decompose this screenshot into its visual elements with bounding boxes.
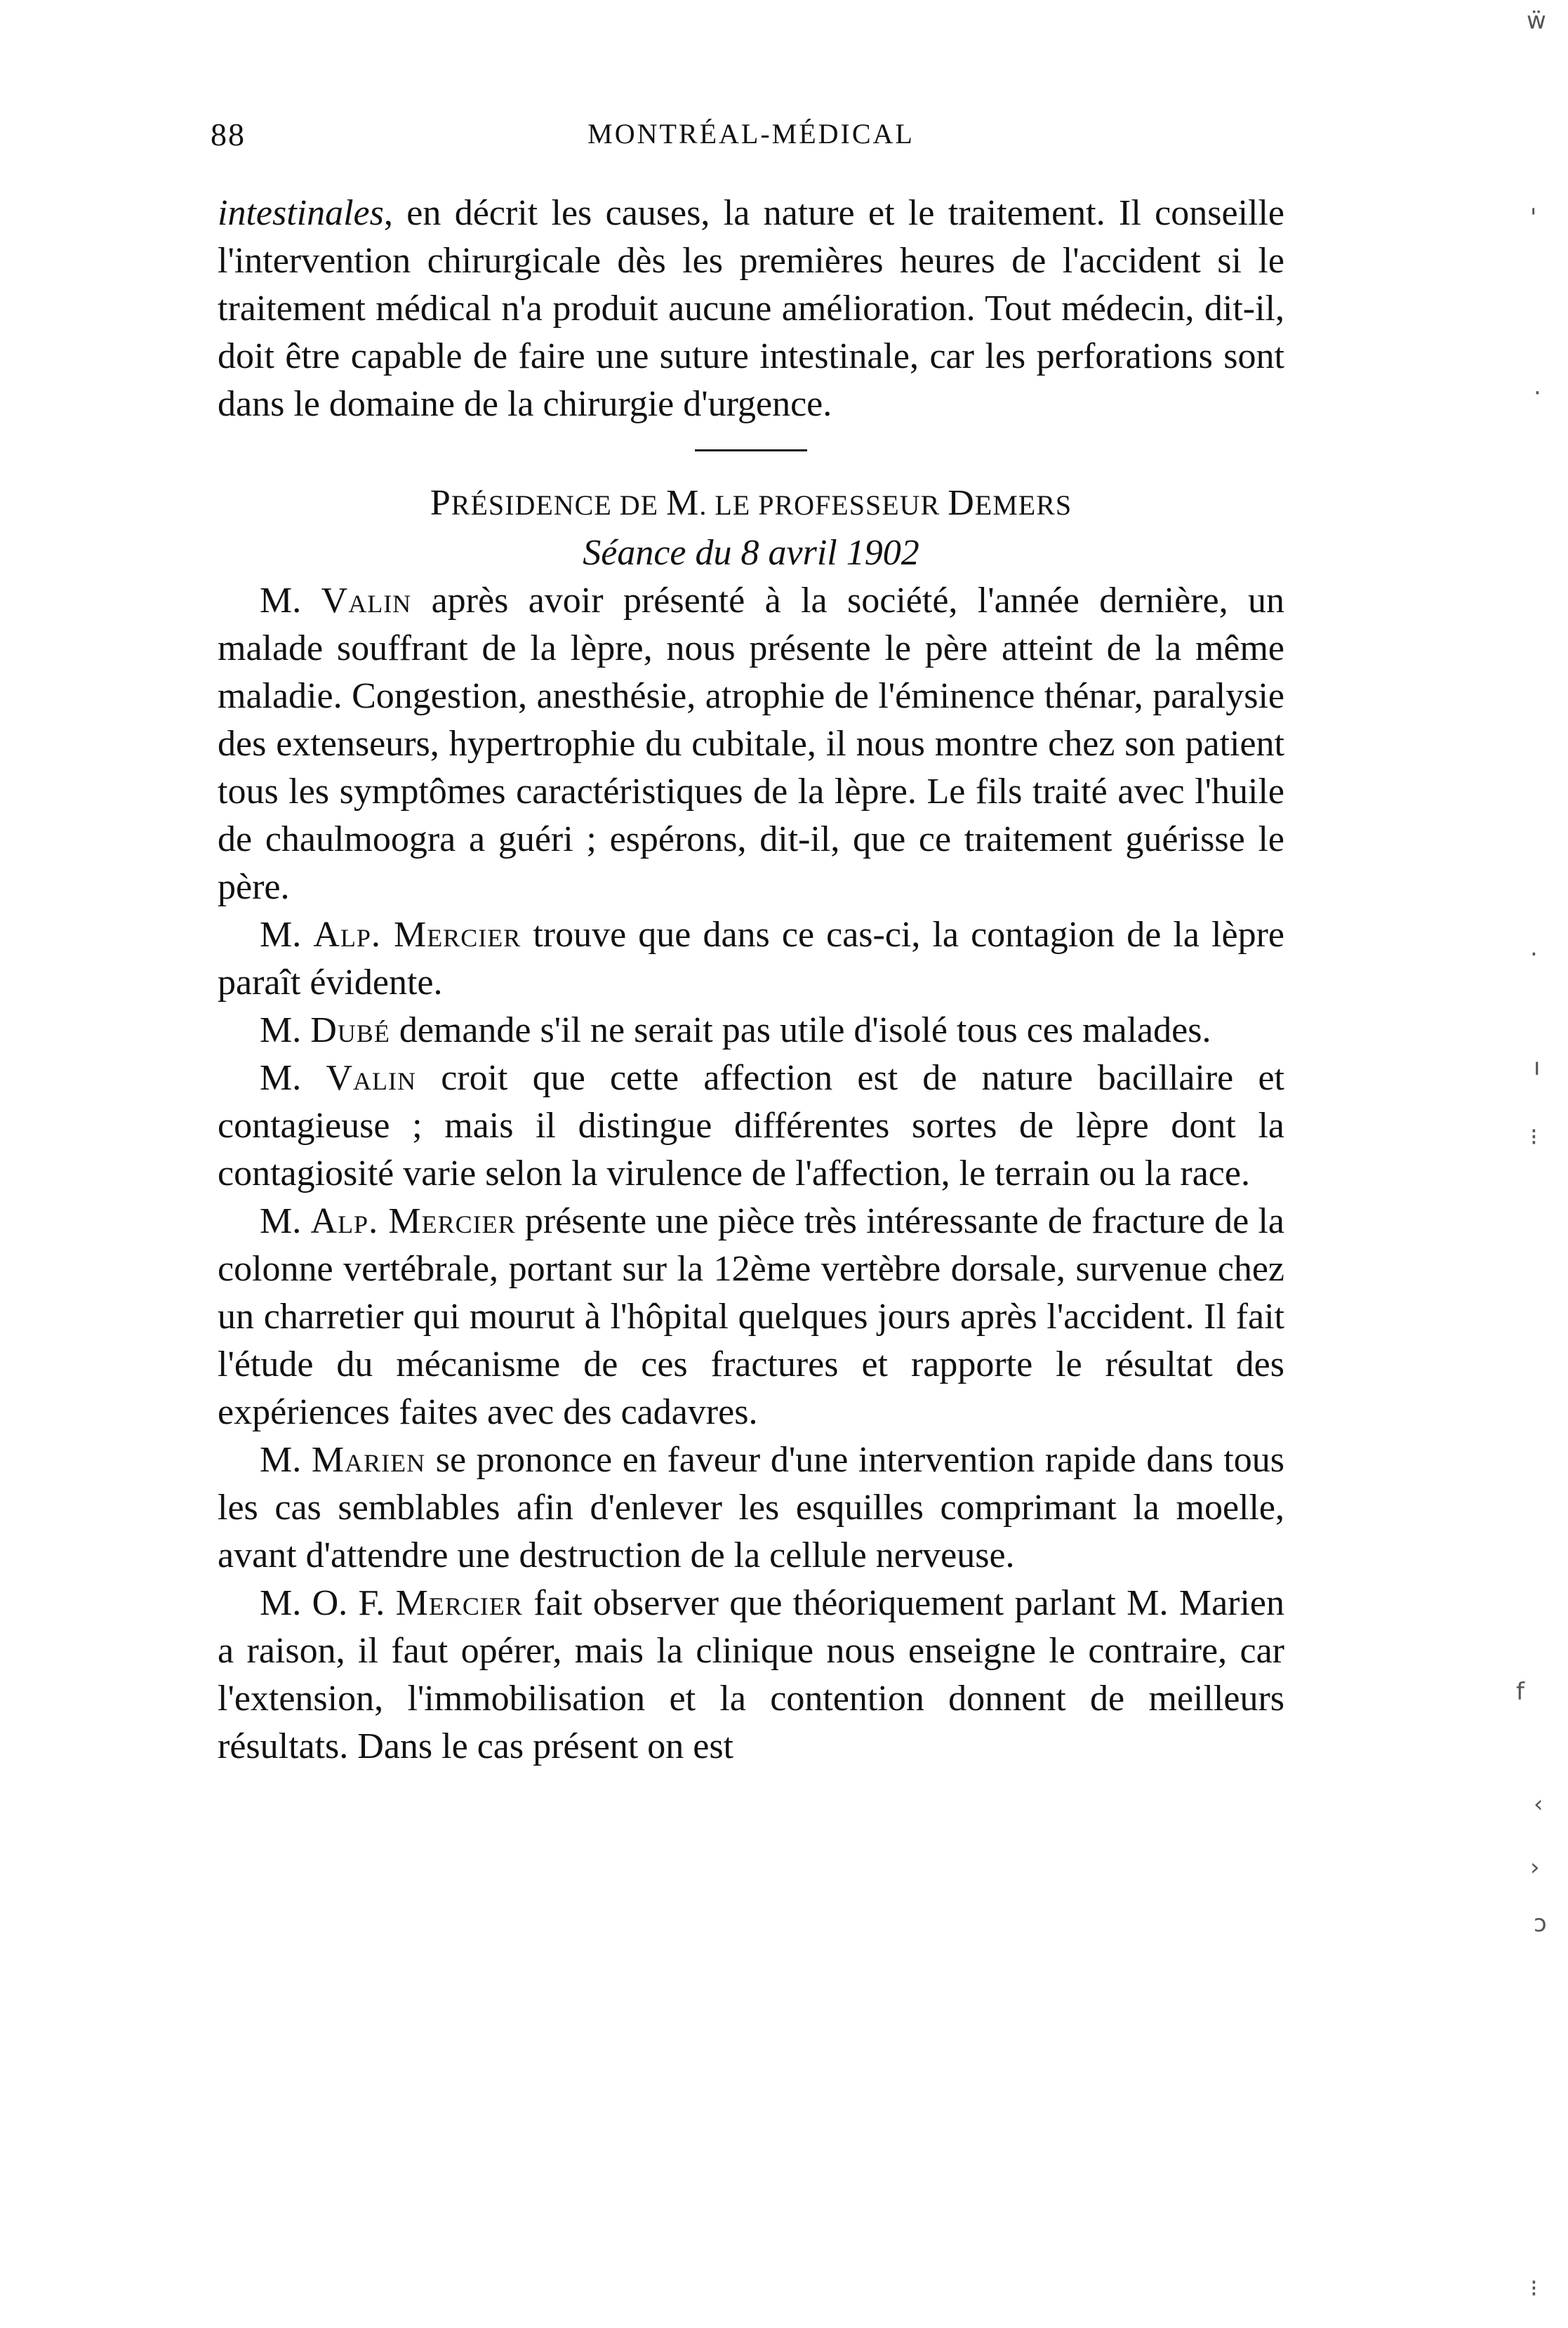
margin-mark: ⁝: [1530, 2275, 1538, 2303]
paragraph-text: demande s'il ne serait pas utile d'isolé tous ces malades.: [390, 1010, 1211, 1050]
speaker-prefix: M. O. F.: [260, 1583, 396, 1623]
speaker-prefix: M.: [260, 1058, 326, 1098]
section-title-part: RÉSIDENCE DE: [451, 489, 667, 521]
margin-mark: ⁝: [1530, 1123, 1538, 1151]
minutes-paragraph: [218, 1198, 1284, 1436]
intro-text: , en décrit les causes, la nature et le traitement. Il conseille l'intervention chirurgicale dès les premières heures de l'accident si le traitement médical n'a produit aucune amélioration. Tout médecin, dit-il, doit être capable de faire une suture intestinale, car les perforations sont dans le domaine de la chirurgie d'urgence.: [218, 193, 1284, 424]
paragraph-text: après avoir présenté à la société, l'année dernière, un malade souffrant de la lèpre, nous présente le père atteint de la même maladie. Congestion, anesthésie, atrophie de l'éminence thénar, paralysie des extenseurs, hypertrophie du cubitale, il nous montre chez son patient tous les symptômes caractéristiques de la lèpre. Le fils traité avec l'huile de chaulmoogra a guéri ; espérons, dit-il, que ce traitement guérisse le père.: [218, 581, 1284, 907]
paragraph-text: présente une pièce très intéressante de fracture de la colonne vertébrale, portant sur la 12ème vertèbre dorsale, survenue chez un charretier qui mourut à l'hôpital quelques jours après l'accident. Il fait l'étude du mécanisme de ces fractures et rapporte le résultat des expériences faites avec des cadavres.: [218, 1201, 1284, 1432]
speaker-prefix: M.: [260, 581, 321, 621]
page-body: [218, 190, 1284, 1771]
section-title-part: M: [666, 483, 700, 523]
speaker-prefix: M.: [260, 1201, 311, 1241]
page-header: [211, 116, 1291, 158]
section-title-part: . LE PROFESSEUR: [699, 489, 948, 521]
section-divider: [695, 449, 807, 451]
minutes-paragraph: [218, 1007, 1284, 1054]
speaker-name: Dubé: [310, 1010, 390, 1050]
paragraph-text: se prononce en faveur d'une intervention rapide dans tous les cas semblables afin d'enlever les esquilles comprimant la moelle, avant d'attendre une destruction de la cellule nerveuse.: [218, 1440, 1284, 1575]
speaker-name: Valin: [326, 1058, 416, 1098]
intro-italic-word: intestinales: [218, 193, 384, 233]
speaker-prefix: M.: [260, 915, 314, 955]
section-title: [218, 480, 1284, 529]
intro-paragraph: [218, 190, 1284, 428]
speaker-prefix: M.: [260, 1440, 312, 1480]
paragraph-text: croit que cette affection est de nature bacillaire et contagieuse ; mais il distingue différentes sortes de lèpre dont la contagiosité varie selon la virulence de l'affection, le terrain ou la race.: [218, 1058, 1284, 1193]
minutes-paragraph: [218, 577, 1284, 911]
speaker-name: Marien: [311, 1440, 426, 1480]
margin-mark: ‹: [1534, 1790, 1543, 1818]
paragraph-text: trouve que dans ce cas-ci, la contagion de la lèpre paraît évidente.: [218, 915, 1284, 1003]
speaker-prefix: M.: [260, 1010, 311, 1050]
running-title: MONTRÉAL-MÉDICAL: [587, 118, 915, 150]
margin-mark: ẅ: [1527, 7, 1546, 35]
page-number: 88: [211, 117, 246, 152]
section-title-part: EMERS: [974, 489, 1072, 521]
section-title-part: P: [430, 483, 451, 523]
speaker-name: Valin: [321, 581, 412, 621]
speaker-name: Alp. Mercier: [313, 915, 521, 955]
paragraph-text: fait observer que théoriquement parlant M. Marien a raison, il faut opérer, mais la clinique nous enseigne le contraire, car l'extension, l'immobilisation et la contention donnent de meilleurs résultats. Dans le cas présent on est: [218, 1583, 1285, 1766]
minutes-paragraph: [218, 1580, 1284, 1771]
margin-mark: ': [1530, 204, 1537, 232]
margin-mark: ·: [1534, 379, 1541, 407]
margin-mark: ›: [1530, 1853, 1540, 1881]
speaker-name: Mercier: [395, 1583, 523, 1623]
margin-mark: f: [1516, 1678, 1524, 1706]
session-date: Séance du 8 avril 1902: [583, 533, 919, 573]
section-title-part: D: [948, 483, 975, 523]
margin-mark: .: [1530, 934, 1538, 962]
minutes-paragraph: [218, 1436, 1284, 1580]
minutes-paragraph: [218, 911, 1284, 1007]
margin-mark: ı: [1534, 1053, 1541, 1081]
speaker-name: Alp. Mercier: [310, 1201, 516, 1241]
minutes-paragraph: [218, 1054, 1284, 1198]
margin-mark: ↄ: [1534, 1910, 1547, 1938]
